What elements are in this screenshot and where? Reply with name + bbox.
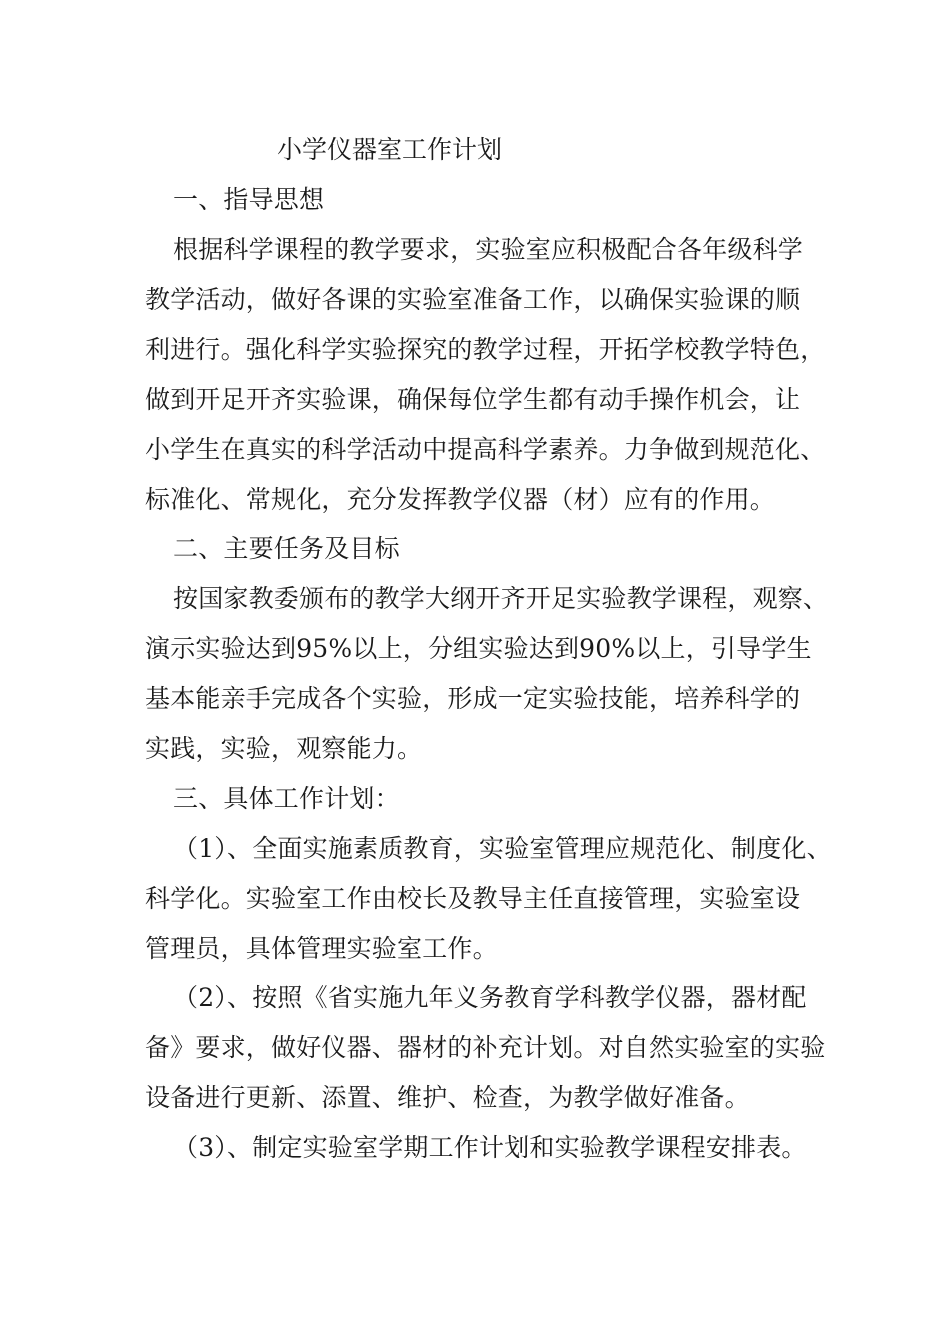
section-heading-3: 三、具体工作计划： (173, 784, 400, 813)
section-heading-1: 一、指导思想 (173, 185, 325, 214)
paragraph-line: 备》要求，做好仪器、器材的补充计划。对自然实验室的实验 (145, 1033, 826, 1062)
paragraph-line: （1）、全面实施素质教育，实验室管理应规范化、制度化、 (173, 834, 832, 863)
paragraph-line: 标准化、常规化，充分发挥教学仪器（材）应有的作用。 (145, 485, 776, 514)
paragraph-line: 演示实验达到95%以上，分组实验达到90%以上，引导学生 (145, 634, 812, 663)
paragraph-line: 根据科学课程的教学要求，实验室应积极配合各年级科学 (173, 235, 804, 264)
paragraph-line: 按国家教委颁布的教学大纲开齐开足实验教学课程，观察、 (173, 584, 829, 613)
paragraph-line: （2）、按照《省实施九年义务教育学科教学仪器，器材配 (173, 983, 807, 1012)
paragraph-line: （3）、制定实验室学期工作计划和实验教学课程安排表。 (173, 1133, 807, 1162)
paragraph-line: 科学化。实验室工作由校长及教导主任直接管理，实验室设 (145, 884, 801, 913)
paragraph-line: 实践，实验，观察能力。 (145, 734, 423, 763)
paragraph-line: 基本能亲手完成各个实验，形成一定实验技能，培养科学的 (145, 684, 801, 713)
paragraph-line: 教学活动，做好各课的实验室准备工作，以确保实验课的顺 (145, 285, 801, 314)
paragraph-line: 做到开足开齐实验课，确保每位学生都有动手操作机会，让 (145, 385, 801, 414)
paragraph-line: 设备进行更新、添置、维护、检查，为教学做好准备。 (145, 1083, 750, 1112)
paragraph-line: 小学生在真实的科学活动中提高科学素养。力争做到规范化、 (145, 435, 826, 464)
document-title: 小学仪器室工作计划 (277, 135, 503, 164)
section-heading-2: 二、主要任务及目标 (173, 534, 400, 563)
paragraph-line: 管理员，具体管理实验室工作。 (145, 934, 498, 963)
paragraph-line: 利进行。强化科学实验探究的教学过程，开拓学校教学特色， (145, 335, 826, 364)
